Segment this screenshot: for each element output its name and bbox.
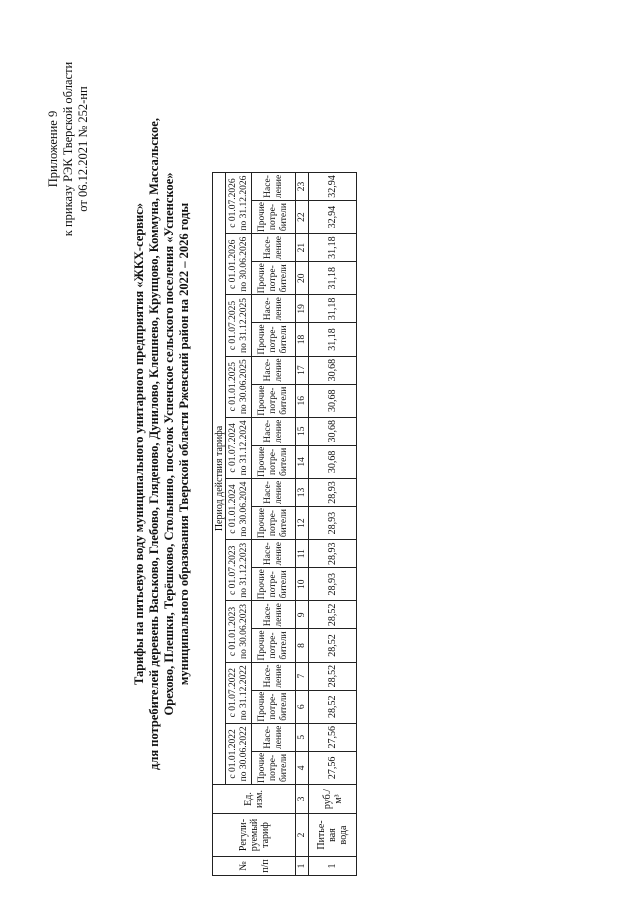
sub-text: Насе- <box>262 175 273 198</box>
sub-text: Насе- <box>262 481 273 504</box>
subheader-other-consumers <box>252 445 296 478</box>
header-text: тариф <box>259 822 271 848</box>
period-text: с 01.07.2023 <box>227 545 238 595</box>
sub-text: ление <box>273 419 284 443</box>
appendix-line: от 06.12.2021 № 252-нп <box>76 86 90 212</box>
sub-text: Прочие <box>257 569 267 600</box>
period-cell <box>226 478 252 539</box>
sub-text: бители <box>279 264 289 293</box>
sub-text: Насе- <box>262 358 273 382</box>
sub-text: Насе- <box>262 664 273 688</box>
tariff-value: 31,18 <box>309 234 357 262</box>
sub-text: бители <box>279 203 289 232</box>
column-number: 15 <box>296 417 309 445</box>
subheader-population <box>252 478 296 506</box>
tariff-value: 28,93 <box>309 540 357 568</box>
sub-text: Прочие <box>257 752 267 783</box>
column-number: 19 <box>296 295 309 323</box>
subheader-other-consumers <box>252 690 296 723</box>
period-cell <box>226 356 252 417</box>
period-cell <box>226 601 252 662</box>
header-number-top: № <box>237 861 249 871</box>
sub-text: Насе- <box>262 419 273 443</box>
subheader-population <box>252 172 296 200</box>
subheader-population <box>252 662 296 690</box>
document-title <box>132 44 192 844</box>
column-number: 11 <box>296 540 309 568</box>
subheader-other-consumers <box>252 506 296 539</box>
tariff-value: 28,93 <box>309 478 357 506</box>
column-number: 1 <box>296 857 309 876</box>
column-number: 13 <box>296 478 309 506</box>
row-text: руб./ <box>321 788 333 810</box>
tariff-value: 28,52 <box>309 601 357 629</box>
period-text: по 30.06.2022 <box>238 726 249 782</box>
column-number: 16 <box>296 384 309 417</box>
row-text: вая <box>327 828 338 842</box>
header-text: Регули- <box>237 818 249 852</box>
header-period: Период действия тарифа <box>213 172 226 784</box>
column-number: 5 <box>296 723 309 751</box>
sub-text: ление <box>273 358 284 382</box>
row-text: Питье- <box>316 820 327 850</box>
column-number: 10 <box>296 568 309 601</box>
row-text: вода <box>338 825 349 845</box>
subheader-population <box>252 356 296 384</box>
tariff-value: 32,94 <box>309 200 357 233</box>
period-cell <box>226 723 252 784</box>
column-number: 22 <box>296 200 309 233</box>
subheader-other-consumers <box>252 200 296 233</box>
sub-text: бители <box>279 386 289 415</box>
tariff-value: 30,68 <box>309 417 357 445</box>
column-number: 20 <box>296 262 309 295</box>
column-number: 12 <box>296 506 309 539</box>
column-number: 2 <box>296 814 309 857</box>
row-tariff-name <box>309 814 357 857</box>
period-text: по 31.12.2026 <box>238 175 249 231</box>
column-number: 18 <box>296 323 309 356</box>
column-number: 4 <box>296 751 309 784</box>
sub-text: Прочие <box>257 201 267 233</box>
title-line: Орехово, Плешки, Терёшково, Стольнино, поселок Успенское сельского поселения «Успенское» <box>162 172 176 716</box>
sub-text: ление <box>273 174 284 199</box>
tariff-value: 28,52 <box>309 662 357 690</box>
column-number: 7 <box>296 662 309 690</box>
sub-text: Насе- <box>262 542 273 566</box>
period-text: по 30.06.2024 <box>238 481 249 537</box>
appendix-line: Приложение 9 <box>46 110 60 188</box>
sub-text: Прочие <box>257 507 267 539</box>
sub-text: потре- <box>268 754 278 781</box>
tariff-value: 28,93 <box>309 568 357 601</box>
period-text: с 01.07.2026 <box>227 178 238 228</box>
sub-text: потре- <box>268 265 278 292</box>
sub-text: Прочие <box>257 691 267 722</box>
sub-text: бители <box>279 325 289 354</box>
period-cell <box>226 540 252 601</box>
tariff-value: 28,52 <box>309 690 357 723</box>
subheader-population <box>252 723 296 751</box>
period-cell <box>226 234 252 295</box>
appendix-line: к приказу РЭК Тверской области <box>61 61 75 237</box>
sub-text: ление <box>273 542 284 566</box>
row-unit <box>309 785 357 814</box>
sub-text: потре- <box>268 326 278 353</box>
subheader-population <box>252 234 296 262</box>
period-text: по 30.06.2025 <box>238 359 249 415</box>
column-number: 17 <box>296 356 309 384</box>
title-line: для потребителей деревень Васьково, Глебово, Гляденово, Дунилово, Клешнево, Крупцово, Коммуна, Массальское, <box>147 118 161 770</box>
period-text: с 01.07.2024 <box>227 423 238 473</box>
column-number: 9 <box>296 601 309 629</box>
tariff-value: 30,68 <box>309 445 357 478</box>
sub-text: Насе- <box>262 297 273 321</box>
subheader-other-consumers <box>252 384 296 417</box>
period-text: с 01.01.2022 <box>227 729 238 779</box>
period-text: с 01.07.2022 <box>227 668 238 718</box>
tariff-value: 28,93 <box>309 506 357 539</box>
sub-text: ление <box>273 725 284 749</box>
subheader-population <box>252 540 296 568</box>
column-number: 6 <box>296 690 309 723</box>
period-text: по 31.12.2025 <box>238 298 249 353</box>
tariff-value: 27,56 <box>309 751 357 784</box>
period-text: с 01.07.2025 <box>227 300 238 351</box>
column-number: 14 <box>296 445 309 478</box>
header-unit <box>213 785 296 814</box>
sub-text: ление <box>273 480 284 505</box>
period-text: с 01.01.2025 <box>227 362 238 412</box>
row-text: м³ <box>332 794 344 804</box>
subheader-population <box>252 295 296 323</box>
period-text: по 31.12.2022 <box>238 665 249 721</box>
tariff-value: 32,94 <box>309 172 357 200</box>
period-text: по 31.12.2024 <box>238 420 249 476</box>
sub-text: бители <box>279 753 289 782</box>
sub-text: потре- <box>268 387 278 414</box>
subheader-other-consumers <box>252 262 296 295</box>
tariff-value: 31,18 <box>309 323 357 356</box>
period-text: по 31.12.2023 <box>238 542 249 598</box>
subheader-other-consumers <box>252 629 296 662</box>
sub-text: Прочие <box>257 630 267 661</box>
period-text: с 01.01.2024 <box>227 484 238 534</box>
tariff-value: 30,68 <box>309 356 357 384</box>
period-cell <box>226 295 252 356</box>
subheader-population <box>252 601 296 629</box>
header-number <box>213 857 296 876</box>
sub-text: потре- <box>268 204 278 231</box>
sub-text: бители <box>279 570 289 599</box>
sub-text: ление <box>273 603 284 627</box>
title-line: Тарифы на питьевую воду муниципального унитарного предприятия «ЖКХ-сервис» <box>132 202 146 686</box>
sub-text: потре- <box>268 510 278 537</box>
sub-text: Прочие <box>257 446 267 477</box>
header-regulated-tariff <box>213 814 296 857</box>
sub-text: ление <box>273 664 284 688</box>
column-number: 8 <box>296 629 309 662</box>
sub-text: Прочие <box>257 324 267 355</box>
period-text: по 30.06.2026 <box>238 236 249 292</box>
period-text: с 01.01.2026 <box>227 239 238 289</box>
sub-text: потре- <box>268 571 278 598</box>
row-number: 1 <box>309 857 357 876</box>
tariff-value: 30,68 <box>309 384 357 417</box>
sub-text: ление <box>273 297 284 321</box>
sub-text: бители <box>279 509 289 538</box>
appendix-block <box>46 34 91 264</box>
sub-text: бители <box>279 447 289 476</box>
sub-text: Насе- <box>262 725 273 749</box>
sub-text: Насе- <box>262 603 273 627</box>
sub-text: Прочие <box>257 263 267 294</box>
sub-text: потре- <box>268 693 278 720</box>
period-text: с 01.01.2023 <box>227 606 238 657</box>
tariff-table <box>212 172 357 876</box>
subheader-other-consumers <box>252 323 296 356</box>
column-number: 21 <box>296 234 309 262</box>
sub-text: ление <box>273 236 284 260</box>
sub-text: потре- <box>268 632 278 659</box>
sub-text: Прочие <box>257 385 267 416</box>
header-text: Ед. <box>243 792 254 806</box>
header-text: изм. <box>254 790 265 808</box>
sub-text: Насе- <box>262 236 273 260</box>
subheader-other-consumers <box>252 568 296 601</box>
sub-text: потре- <box>268 448 278 475</box>
column-number: 23 <box>296 172 309 200</box>
header-text: руемый <box>248 818 260 852</box>
sub-text: бители <box>279 631 289 660</box>
tariff-value: 31,18 <box>309 262 357 295</box>
period-text: по 30.06.2023 <box>238 604 249 659</box>
subheader-population <box>252 417 296 445</box>
column-number: 3 <box>296 785 309 814</box>
title-line: муниципального образования Тверской области Ржевский район на 2022 – 2026 годы <box>177 202 191 686</box>
tariff-value: 28,52 <box>309 629 357 662</box>
period-cell <box>226 662 252 723</box>
period-cell <box>226 172 252 233</box>
sub-text: бители <box>279 692 289 721</box>
header-number-bottom: п/п <box>259 859 271 873</box>
tariff-value: 31,18 <box>309 295 357 323</box>
tariff-value: 27,56 <box>309 723 357 751</box>
subheader-other-consumers <box>252 751 296 784</box>
period-cell <box>226 417 252 478</box>
